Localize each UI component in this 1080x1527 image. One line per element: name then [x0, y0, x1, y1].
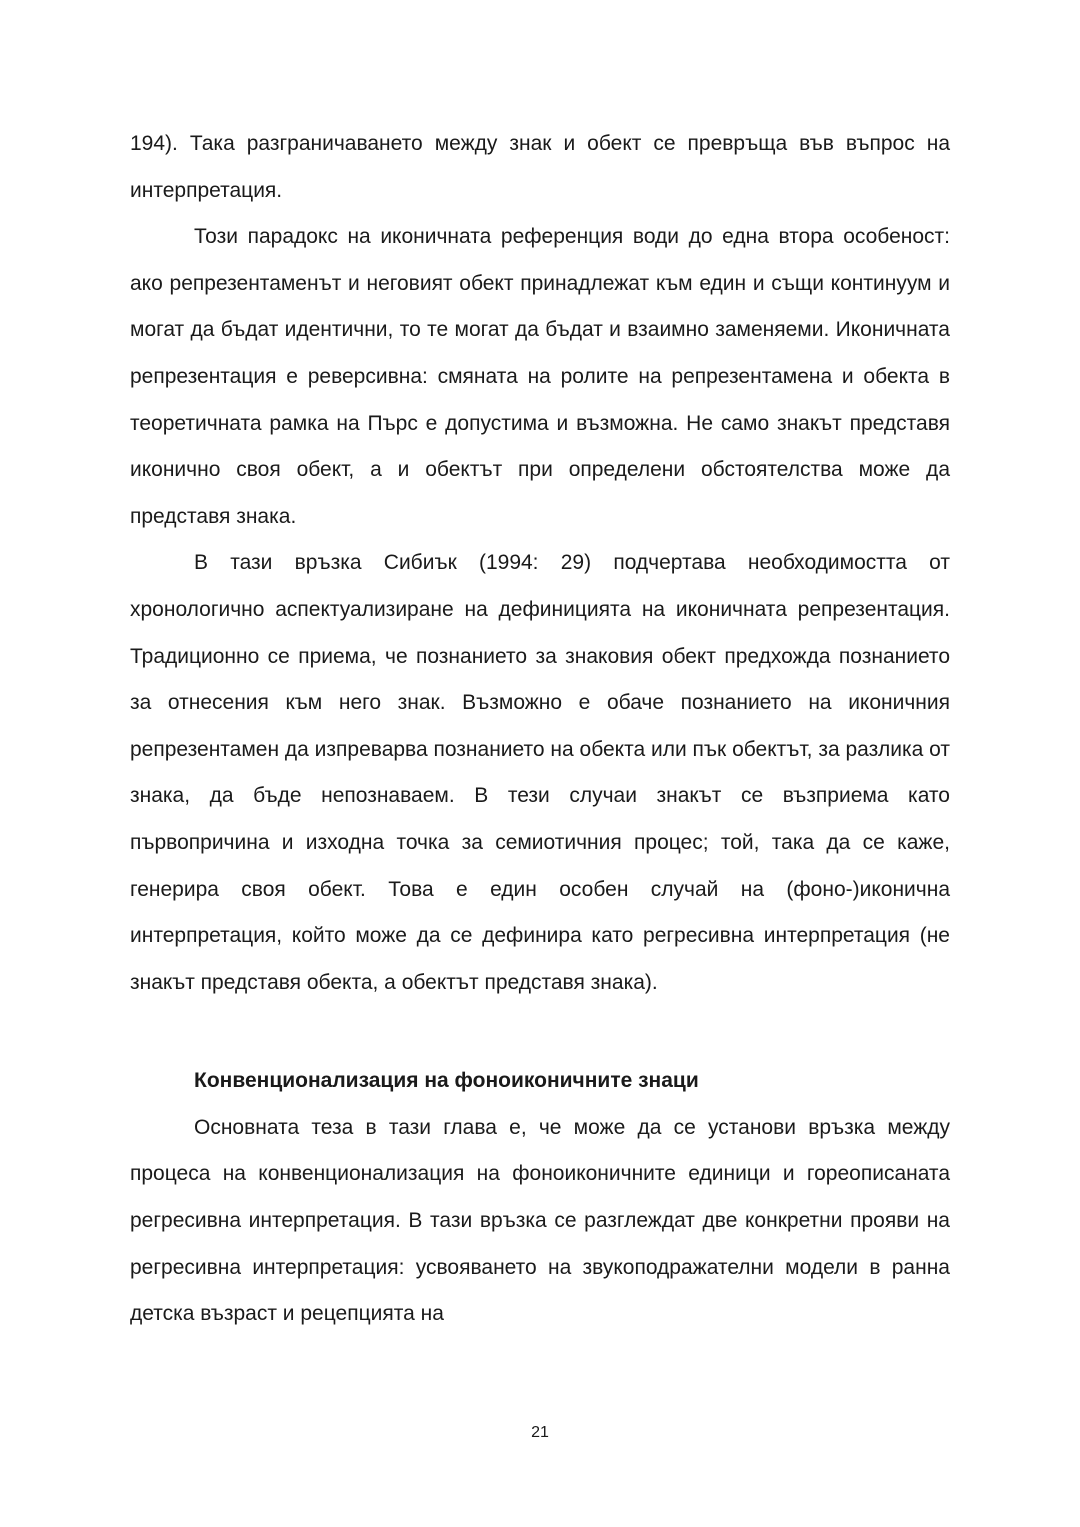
- paragraph-sebeok: В тази връзка Сибиък (1994: 29) подчертава необходимостта от хронологично аспектуализиране на дефиницията на иконичната репрезентация. Традиционно се приема, че познанието за знаковия обект предхожда познанието за отнесения към него знак. Възможно е обаче познанието на иконичния репрезентамен да изпреварва познанието на обекта или пък обектът, за разлика от знака, да бъде непознаваем. В тези случаи знакът се възприема като първопричина и изходна точка за семиотичния процес; той, така да се каже, генерира своя обект. Това е един особен случай на (фоно-)иконична интерпретация, който може да се дефинира като регресивна интерпретация (не знакът представя обекта, а обектът представя знака).: [130, 551, 950, 994]
- page-number: 21: [531, 1424, 549, 1441]
- paragraph-continuation: 194). Така разграничаването между знак и обект се превръща във въпрос на интерпретация.: [130, 132, 950, 202]
- section-heading: Конвенционализация на фоноиконичните знаци: [194, 1069, 699, 1093]
- paragraph-main-thesis: Основната теза в тази глава е, че може да се установи връзка между процеса на конвенционализация на фоноиконичните единици и гореописаната регресивна интерпретация. В тази връзка се разглеждат две конкретни прояви на регресивна интерпретация: усвояването на звукоподражателни модели в ранна детска възраст и рецепцията на: [130, 1115, 950, 1326]
- document-page: [130, 121, 950, 1338]
- paragraph-iconic-paradox: Този парадокс на иконичната референция води до една втора особеност: ако репрезентаменът и неговият обект принадлежат към един и същи континуум и могат да бъдат идентични, то те могат да бъдат и взаимно заменяеми. Иконичната репрезентация е реверсивна: смяната на ролите на репрезентамена и обекта в теоретичната рамка на Пърс е допустима и възможна. Не само знакът представя иконично своя обект, а и обектът при определени обстоятелства може да представя знака.: [130, 225, 950, 528]
